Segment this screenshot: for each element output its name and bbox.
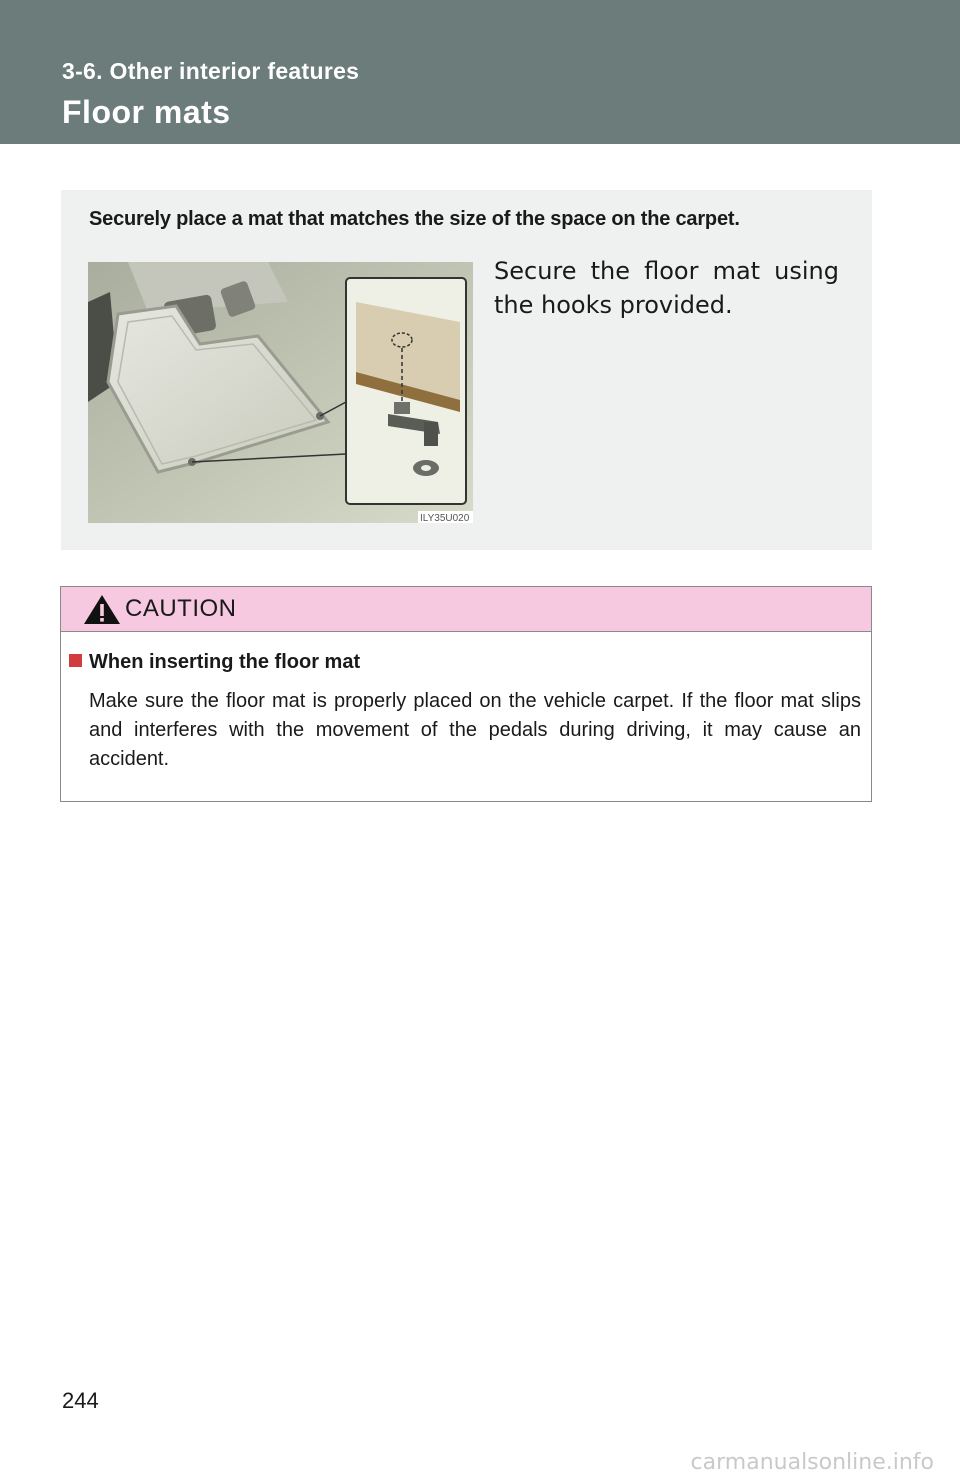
info-box [61, 190, 872, 550]
caution-label: CAUTION [125, 595, 237, 622]
page-header [0, 0, 960, 144]
page-title: Floor mats [62, 94, 231, 130]
section-label: 3-6. Other interior features [62, 58, 360, 84]
watermark: carmanualsonline.info [690, 1450, 934, 1475]
caution-box [60, 586, 872, 802]
floor-mat-illustration [88, 262, 473, 523]
instruction-text: Secure the floor mat using the hooks provided. [494, 257, 839, 319]
caution-header [61, 587, 871, 632]
info-lead: Securely place a mat that matches the size of the space on the carpet. [89, 208, 740, 230]
warning-triangle-icon [83, 593, 121, 625]
caution-subheading-text: When inserting the floor mat [89, 651, 361, 673]
caution-text: Make sure the floor mat is properly placed on the vehicle carpet. If the floor mat slips and interferes with the movement of the pedals during driving, it may cause an accident. [89, 690, 861, 770]
page-number: 244 [62, 1388, 99, 1413]
image-code: ILY35U020 [420, 513, 470, 523]
square-bullet-icon [69, 654, 82, 667]
caution-subheading [69, 651, 360, 674]
